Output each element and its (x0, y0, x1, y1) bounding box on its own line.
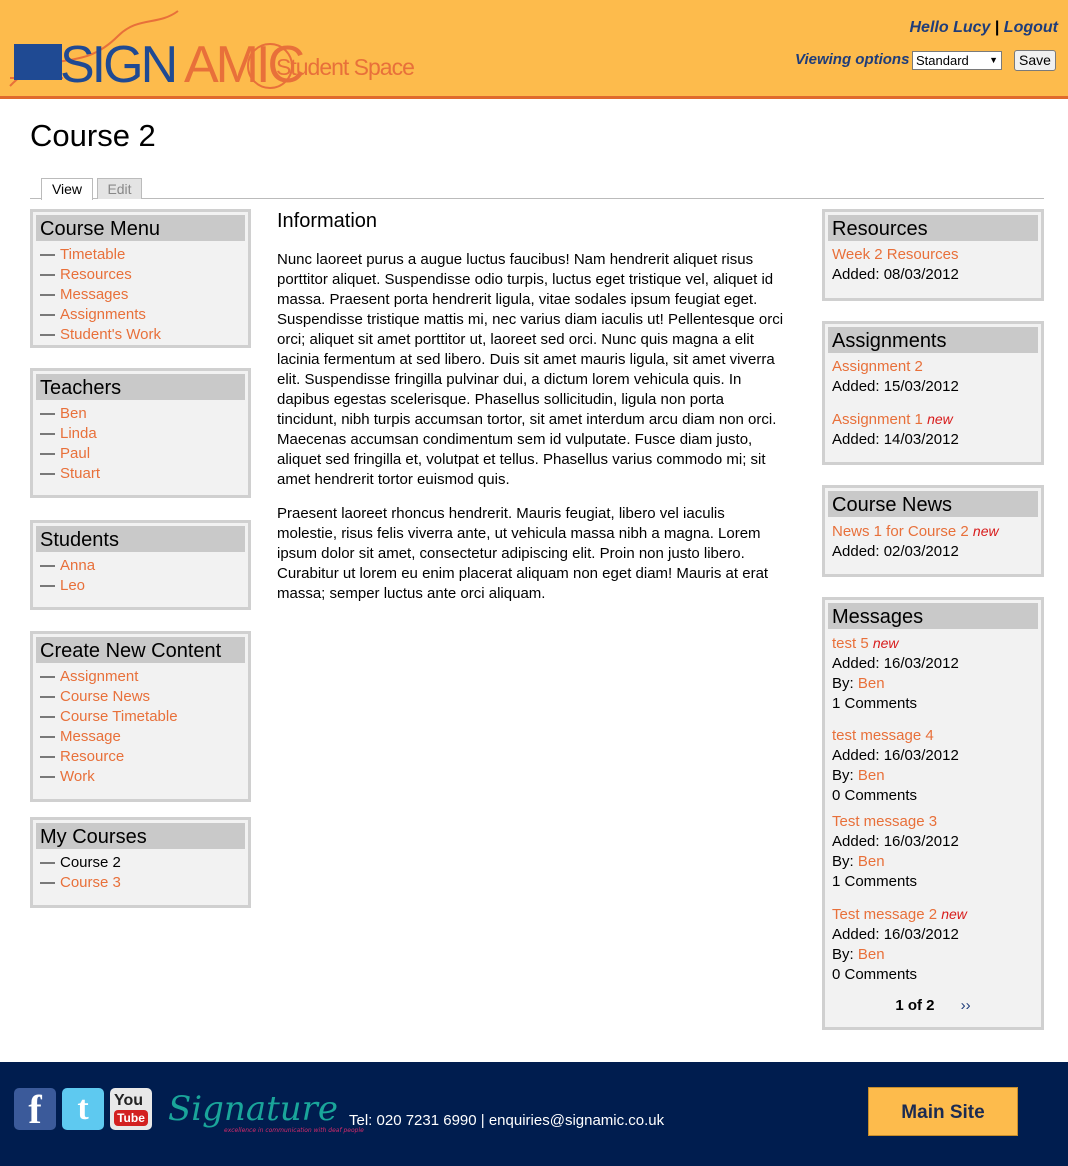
my-courses-list (36, 853, 245, 893)
teachers-block (30, 368, 251, 498)
viewing-options-select[interactable] (912, 51, 1002, 70)
contact-info: Tel: 020 7231 6990 | enquiries@signamic.co.uk (349, 1112, 665, 1129)
new-badge: new (872, 635, 899, 651)
resource-link[interactable]: Week 2 Resources (832, 246, 959, 263)
main-content (277, 210, 787, 618)
create-content-list (36, 667, 245, 787)
assignment-link[interactable]: Assignment 1 (832, 411, 923, 428)
new-badge: new (972, 523, 999, 539)
message-by-label: By: (832, 946, 854, 963)
information-heading: Information (277, 210, 378, 232)
list-item: — Leo (40, 577, 86, 594)
course-news-block (822, 485, 1044, 577)
list-item: — Student's Work (40, 326, 161, 343)
tab-edit[interactable]: Edit (97, 178, 142, 199)
twitter-icon[interactable]: t (62, 1088, 104, 1130)
students-block (30, 520, 251, 610)
messages-title: Messages (828, 603, 1038, 629)
dropdown-arrow-icon: ▼ (989, 55, 998, 65)
list-item: — Message (40, 728, 121, 745)
message-added: Added: 16/03/2012 (832, 747, 959, 764)
message-link[interactable]: test message 4 (832, 727, 934, 744)
message-link[interactable]: test 5 (832, 635, 869, 652)
list-item: — Course Timetable (40, 708, 178, 725)
list-item: — Course 2 (40, 854, 121, 871)
tab-view[interactable]: View (41, 178, 93, 200)
menu-link-students-work[interactable]: Student's Work (60, 326, 161, 343)
signature-tagline: excellence in communication with deaf people (224, 1127, 364, 1134)
message-by-label: By: (832, 675, 854, 692)
assignment-entry (828, 357, 1038, 397)
create-link-course-news[interactable]: Course News (60, 688, 151, 705)
list-item: — Linda (40, 425, 97, 442)
my-courses-block (30, 817, 251, 908)
logout-link[interactable]: Logout (1003, 19, 1058, 36)
teacher-link-stuart[interactable]: Stuart (60, 465, 101, 482)
main-site-button[interactable]: Main Site (868, 1087, 1018, 1136)
list-item: — Messages (40, 286, 129, 303)
signature-wordmark: Signature (168, 1089, 339, 1129)
list-item: — Timetable (40, 246, 126, 263)
new-badge: new (941, 906, 967, 922)
message-entry (828, 633, 1038, 714)
message-added: Added: 16/03/2012 (832, 926, 959, 943)
assignment-added: Added: 15/03/2012 (832, 378, 959, 395)
resources-title: Resources (828, 215, 1038, 241)
viewing-options-label: Viewing options (795, 51, 910, 68)
news-entry (828, 521, 1038, 562)
message-author-link[interactable]: Ben (857, 675, 885, 692)
student-link-leo[interactable]: Leo (60, 577, 86, 594)
message-author-link[interactable]: Ben (857, 767, 885, 784)
signature-logo-icon (168, 1082, 364, 1144)
message-by-label: By: (832, 767, 854, 784)
messages-block (822, 597, 1044, 1030)
list-item: — Resources (40, 266, 132, 283)
message-added: Added: 16/03/2012 (832, 655, 959, 672)
my-course-current: Course 2 (60, 854, 121, 871)
menu-link-resources[interactable]: Resources (60, 266, 132, 283)
signature-logo[interactable] (168, 1082, 364, 1144)
message-comments: 0 Comments (832, 966, 918, 983)
create-content-block (30, 631, 251, 802)
assignment-link[interactable]: Assignment 2 (832, 358, 923, 375)
resource-added: Added: 08/03/2012 (832, 266, 959, 283)
course-menu-title: Course Menu (36, 215, 245, 241)
teacher-link-ben[interactable]: Ben (60, 405, 87, 422)
message-comments: 1 Comments (832, 695, 918, 712)
teachers-title: Teachers (36, 374, 245, 400)
youtube-tube-text: Tube (114, 1110, 148, 1126)
menu-link-timetable[interactable]: Timetable (60, 246, 126, 263)
message-link[interactable]: Test message 2 (832, 906, 938, 923)
greeting-link[interactable]: Hello Lucy (909, 19, 991, 36)
list-item: — Work (40, 768, 95, 785)
resource-entry (828, 245, 1038, 285)
logo-word-amic: AMIC (184, 36, 302, 94)
list-item: — Assignment (40, 668, 139, 685)
user-links (910, 19, 1059, 37)
create-link-course-timetable[interactable]: Course Timetable (60, 708, 178, 725)
message-comments: 1 Comments (832, 873, 918, 890)
student-link-anna[interactable]: Anna (60, 557, 96, 574)
facebook-icon[interactable]: f (14, 1088, 56, 1130)
message-entry (828, 726, 1038, 806)
create-content-title: Create New Content (36, 637, 245, 663)
create-link-resource[interactable]: Resource (60, 748, 125, 765)
message-entry (828, 812, 1038, 892)
viewing-options-value: Standard (916, 53, 969, 68)
news-link[interactable]: News 1 for Course 2 (832, 523, 969, 540)
save-button[interactable]: Save (1014, 50, 1056, 71)
teacher-link-paul[interactable]: Paul (60, 445, 91, 462)
list-item: — Course 3 (40, 874, 121, 891)
create-link-work[interactable]: Work (60, 768, 95, 785)
list-item: — Stuart (40, 465, 101, 482)
list-item: — Ben (40, 405, 87, 422)
youtube-you-text: You (114, 1092, 144, 1109)
my-courses-title: My Courses (36, 823, 245, 849)
create-link-assignment[interactable]: Assignment (60, 668, 139, 685)
message-link[interactable]: Test message 3 (832, 813, 938, 830)
teacher-link-linda[interactable]: Linda (60, 425, 97, 442)
next-page-icon[interactable]: ›› (960, 997, 971, 1014)
students-title: Students (36, 526, 245, 552)
assignments-title: Assignments (828, 327, 1038, 353)
resources-block (822, 209, 1044, 301)
site-header (0, 0, 1068, 99)
create-link-message[interactable]: Message (60, 728, 121, 745)
assignments-block (822, 321, 1044, 465)
messages-pager (828, 997, 1038, 1014)
signamic-logo[interactable] (8, 6, 428, 92)
logo-subtitle: Student Space (276, 54, 414, 80)
list-item: — Assignments (40, 306, 146, 323)
list-item: — Resource (40, 748, 125, 765)
message-author-link[interactable]: Ben (857, 946, 885, 963)
message-entry (828, 904, 1038, 985)
students-list (36, 556, 245, 596)
teachers-list (36, 404, 245, 484)
logo-word-sign: SIGN (60, 36, 176, 94)
course-menu-list (36, 245, 245, 345)
message-comments: 0 Comments (832, 787, 918, 804)
pager-current: 1 of 2 (895, 997, 935, 1014)
menu-link-assignments[interactable]: Assignments (60, 306, 146, 323)
youtube-icon[interactable] (110, 1088, 152, 1130)
list-item: — Course News (40, 688, 151, 705)
news-added: Added: 02/03/2012 (832, 543, 959, 560)
menu-link-messages[interactable]: Messages (60, 286, 129, 303)
logo-box (14, 44, 62, 80)
my-course-link-course-3[interactable]: Course 3 (60, 874, 121, 891)
information-paragraph-1: Nunc laoreet purus a augue luctus faucibus! Nam hendrerit aliquet risus porttitor aliquet. Suspendisse odio turpis, luctus eget tristique vel, aliquet id massa. Praesent porta hendrerit ligula, vitae sodales ipsum feugiat eget. Suspendisse tristique mattis mi, nec varius diam iaculis ut! Pellentesque orci orci; aliquet sit amet porttitor ut, laoreet sed orci. Nunc quis magna a elit lacinia fermentum at sed libero. Duis sit amet mauris ligula, sit amet viverra elit. Suspendisse fringilla pulvinar dui, a dictum lorem vehicula quis. In dapibus egestas scelerisque. Phasellus sollicitudin, ligula non porta tincidunt, nibh turpis accumsan tortor, sit amet interdum arcu diam non orci. Maecenas accumsan condimentum sem id vulputate. Fusce diam justo, aliquet sed fringilla et, volutpat et tellus. Phasellus varius commodo mi; sit amet hendrerit tortor euismod quis. (277, 251, 784, 488)
tab-bar (30, 178, 1044, 199)
user-links-separator: | (994, 19, 1000, 36)
list-item: — Paul (40, 445, 91, 462)
assignment-entry (828, 409, 1038, 450)
message-author-link[interactable]: Ben (857, 853, 885, 870)
site-footer (0, 1062, 1068, 1166)
message-by-label: By: (832, 853, 854, 870)
list-item: — Anna (40, 557, 96, 574)
assignment-added: Added: 14/03/2012 (832, 431, 959, 448)
information-paragraph-2: Praesent laoreet rhoncus hendrerit. Mauris feugiat, libero vel iaculis molestie, risus felis viverra ante, ut vehicula massa nibh a magna. Lorem ipsum dolor sit amet, consectetur adipiscing elit. Proin non justo libero. Curabitur ut lorem eu enim placerat aliquam non eget diam! Mauris at erat massa; semper luctus ante orci aliquam. (277, 505, 769, 602)
message-added: Added: 16/03/2012 (832, 833, 959, 850)
course-menu-block (30, 209, 251, 348)
new-badge: new (927, 411, 953, 427)
page-title: Course 2 (30, 118, 156, 153)
course-news-title: Course News (828, 491, 1038, 517)
